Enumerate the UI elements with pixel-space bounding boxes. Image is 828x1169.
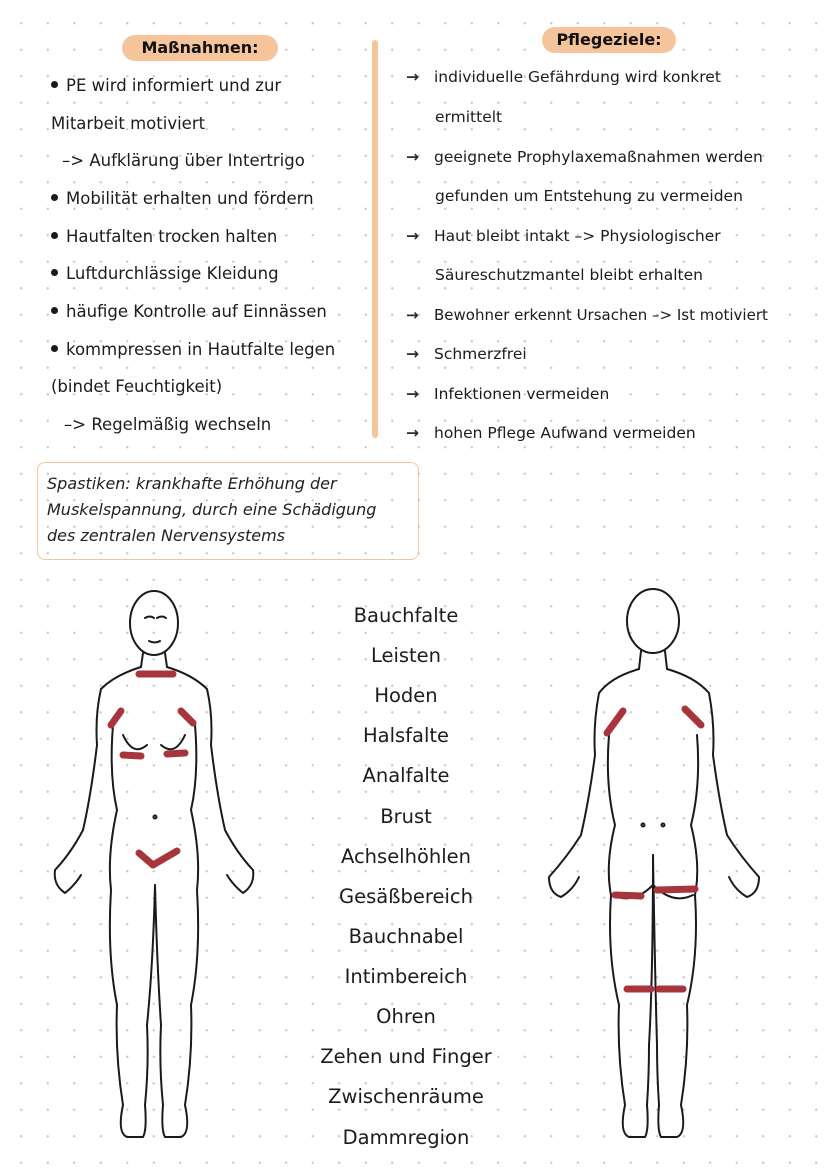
massnahmen-item: Luftdurchlässige Kleidung — [51, 264, 279, 284]
body-area-label: Hoden — [374, 684, 438, 707]
definition-line: des zentralen Nervensystems — [47, 526, 285, 545]
pflegeziel-item: → hohen Pflege Aufwand vermeiden — [406, 424, 696, 442]
body-area-label: Gesäßbereich — [339, 885, 473, 908]
pflegeziel-item: → individuelle Gefährdung wird konkret — [406, 68, 721, 86]
pflegeziel-item: → Infektionen vermeiden — [406, 385, 610, 403]
body-area-label: Dammregion — [342, 1126, 470, 1149]
pflegeziel-item-continuation: ermittelt — [435, 108, 503, 126]
bullet-icon — [51, 232, 58, 239]
bullet-icon — [51, 307, 58, 314]
arrow-right-icon: → — [406, 385, 419, 403]
body-area-label: Achselhöhlen — [340, 845, 472, 868]
pflegeziel-item: → geeignete Prophylaxemaßnahmen werden — [406, 148, 763, 166]
massnahmen-subitem: –> Aufklärung über Intertrigo — [62, 151, 305, 170]
massnahmen-item: Mobilität erhalten und fördern — [51, 189, 314, 209]
pflegeziel-item-continuation: gefunden um Entstehung zu vermeiden — [435, 187, 743, 205]
arrow-right-icon: → — [406, 227, 419, 245]
massnahmen-item: Hautfalten trocken halten — [51, 227, 277, 247]
body-area-label: Leisten — [370, 644, 442, 667]
arrow-right-icon: → — [406, 306, 419, 324]
column-divider — [372, 40, 378, 438]
bullet-icon — [51, 345, 58, 352]
pflegeziele-heading: Pflegeziele: — [542, 27, 676, 53]
pflegeziel-item-continuation: Säureschutzmantel bleibt erhalten — [435, 266, 703, 284]
body-area-label: Halsfalte — [362, 724, 450, 747]
definition-line: Muskelspannung, durch eine Schädigung — [47, 500, 377, 519]
massnahmen-item: PE wird informiert und zur — [51, 76, 281, 96]
pflegeziel-item: → Haut bleibt intakt –> Physiologischer — [406, 227, 721, 245]
bullet-icon — [51, 81, 58, 88]
massnahmen-item-continuation: Mitarbeit motiviert — [51, 114, 206, 133]
body-area-label: Bauchfalte — [353, 604, 459, 627]
bullet-icon — [51, 194, 58, 201]
massnahmen-item-continuation: (bindet Feuchtigkeit) — [51, 377, 223, 396]
body-area-label: Ohren — [376, 1005, 436, 1028]
body-area-label: Zehen und Finger — [320, 1045, 492, 1068]
arrow-right-icon: → — [406, 68, 419, 86]
body-area-label: Brust — [380, 805, 432, 828]
body-area-label: Intimbereich — [344, 965, 468, 988]
pflegeziel-item: → Bewohner erkennt Ursachen –> Ist motiviert — [406, 306, 768, 324]
arrow-right-icon: → — [406, 345, 419, 363]
pflegeziel-item: → Schmerzfrei — [406, 345, 527, 363]
arrow-right-icon: → — [406, 424, 419, 442]
massnahmen-item: häufige Kontrolle auf Einnässen — [51, 302, 327, 322]
body-front-illustration — [45, 585, 260, 1160]
bullet-icon — [51, 269, 58, 276]
body-area-label: Zwischenräume — [328, 1085, 484, 1108]
massnahmen-subitem: –> Regelmäßig wechseln — [64, 415, 272, 434]
body-area-label: Bauchnabel — [348, 925, 464, 948]
body-area-label: Analfalte — [362, 764, 450, 787]
definition-line: Spastiken: krankhafte Erhöhung der — [47, 474, 337, 493]
massnahmen-heading: Maßnahmen: — [122, 35, 278, 61]
definition-box — [37, 462, 419, 560]
body-back-illustration — [545, 585, 765, 1160]
arrow-right-icon: → — [406, 148, 419, 166]
massnahmen-item: kommpressen in Hautfalte legen — [51, 340, 335, 360]
